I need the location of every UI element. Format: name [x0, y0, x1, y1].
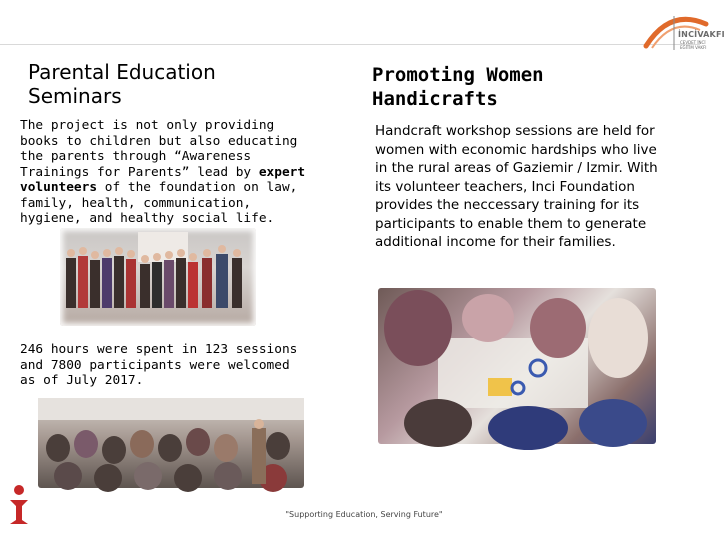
- audience-seminar-photo: [38, 398, 304, 488]
- logo-sub-text: CEVDET İNCİ EĞİTİM VAKFI: [680, 40, 707, 50]
- left-body-bold: expert volunteers: [20, 164, 306, 195]
- right-title-line1: Promoting Women: [372, 64, 544, 86]
- parental-education-description: [20, 118, 316, 227]
- footer-tagline: "Supporting Education, Serving Future": [285, 510, 443, 519]
- workshop-illustration: [378, 288, 656, 444]
- left-title-line2: Seminars: [28, 84, 122, 108]
- logo-brand-text: İNCİVAKFI: [678, 30, 725, 39]
- left-body-part1: The project is not only providing books to children but also educating the parents through “Awareness Trainings for Parents” lead by: [20, 118, 298, 180]
- women-handicrafts-title: [372, 63, 672, 111]
- parental-education-title: [28, 60, 328, 108]
- handicraft-workshop-photo: [378, 288, 656, 444]
- group-people-illustration: [60, 228, 256, 326]
- footer-logo-mark-icon: [8, 484, 30, 526]
- foundation-logo: [640, 6, 725, 62]
- audience-illustration: [38, 398, 304, 488]
- women-handicrafts-description: Handcraft workshop sessions are held for women with economic hardships who live in the rural areas of Gaziemir / Izmir. With its volunteer teachers, Inci Foundation provides the neccessary training for its participants to enable them to generate additional income for their families.: [375, 123, 658, 250]
- seminar-statistics: 246 hours were spent in 123 sessions and 7800 participants were welcomed as of July 2017.: [20, 342, 298, 388]
- footer-foundation-logo-icon: [8, 484, 30, 526]
- header-divider: [0, 44, 700, 45]
- right-title-line2: Handicrafts: [372, 88, 498, 110]
- left-title-line1: Parental Education: [28, 60, 216, 84]
- left-body-part2: of the foundation on law, family, health, communication, hygiene, and healthy social life.: [20, 180, 298, 226]
- seminar-group-photo: [60, 228, 256, 326]
